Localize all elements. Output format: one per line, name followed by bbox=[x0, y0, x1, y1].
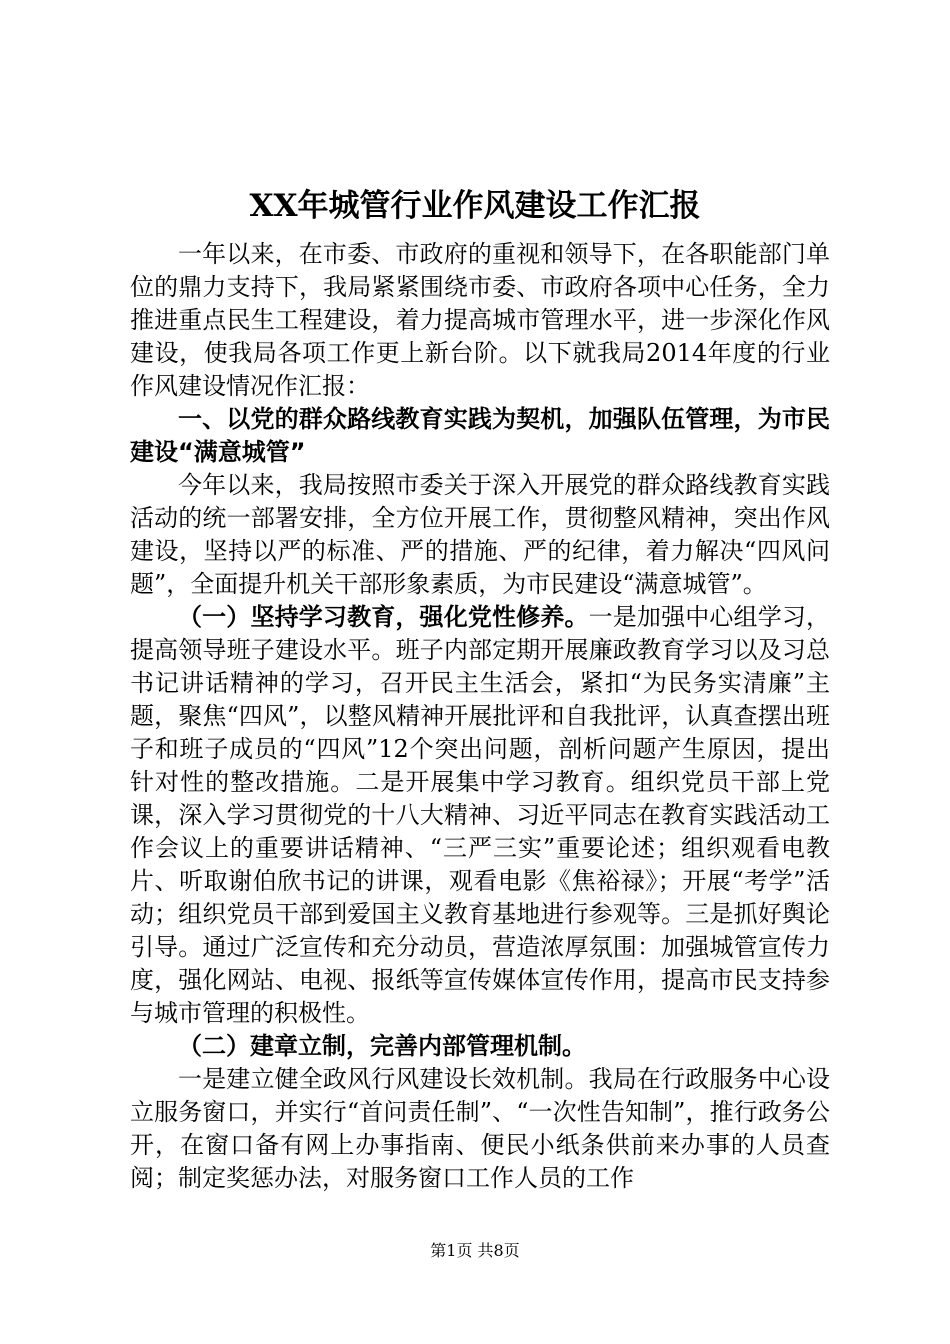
subsection-text: 一是加强中心组学习，提高领导班子建设水平。班子内部定期开展廉政教育学习以及习总书记讲话精神的学习，召开民主生活会，紧扣“为民务实清廉”主题，聚焦“四风”，以整风精神开展批评和自我批评，认真查摆出班子和班子成员的“四风”12个突出问题，剖析问题产生原因，提出针对性的整改措施。二是开展集中学习教育。组织党员干部上党课，深入学习贯彻党的十八大精神、习近平同志在教育实践活动工作会议上的重要讲话精神、“三严三实”重要论述；组织观看电教片、听取谢伯欣书记的讲课，观看电影《焦裕禄》；开展“考学”活动；组织党员干部到爱国主义教育基地进行参观等。三是抓好舆论引导。通过广泛宣传和充分动员，营造浓厚氛围：加强城管宣传力度，强化网站、电视、报纸等宣传媒体宣传作用，提高市民支持参与城市管理的积极性。 bbox=[130, 603, 831, 1027]
page-footer: 第1页 共8页 bbox=[430, 1241, 520, 1260]
subsection-heading-line bbox=[130, 1030, 830, 1063]
document-title: XX年城管行业作风建设工作汇报 bbox=[249, 188, 701, 224]
section-heading-text: 一、以党的群众路线教育实践为契机，加强队伍管理，为市民建设“满意城管” bbox=[130, 405, 830, 466]
section-heading bbox=[130, 403, 830, 469]
intro-paragraph: 一年以来，在市委、市政府的重视和领导下，在各职能部门单位的鼎力支持下，我局紧紧围绕市委、市政府各项中心任务，全力推进重点民生工程建设，着力提高城市管理水平，进一步深化作风建设，使我局各项工作更上新台阶。以下就我局2014年度的行业作风建设情况作汇报： bbox=[130, 240, 830, 400]
section-paragraph: 今年以来，我局按照市委关于深入开展党的群众路线教育实践活动的统一部署安排，全方位开展工作，贯彻整风精神，突出作风建设，坚持以严的标准、严的措施、严的纪律，着力解决“四风问题”，全面提升机关干部形象素质，为市民建设“满意城管”。 bbox=[130, 471, 830, 598]
subsection-paragraph bbox=[130, 601, 830, 1030]
subsection-heading: （二）建章立制，完善内部管理机制。 bbox=[178, 1032, 586, 1060]
subsection-paragraph: 一是建立健全政风行风建设长效机制。我局在行政服务中心设立服务窗口，并实行“首问责任制”、“一次性告知制”，推行政务公开，在窗口备有网上办事指南、便民小纸条供前来办事的人员查阅；制定奖惩办法，对服务窗口工作人员的工作 bbox=[130, 1065, 830, 1192]
subsection-heading: （一）坚持学习教育，强化党性修养。 bbox=[178, 603, 589, 631]
document-body bbox=[130, 238, 830, 1195]
